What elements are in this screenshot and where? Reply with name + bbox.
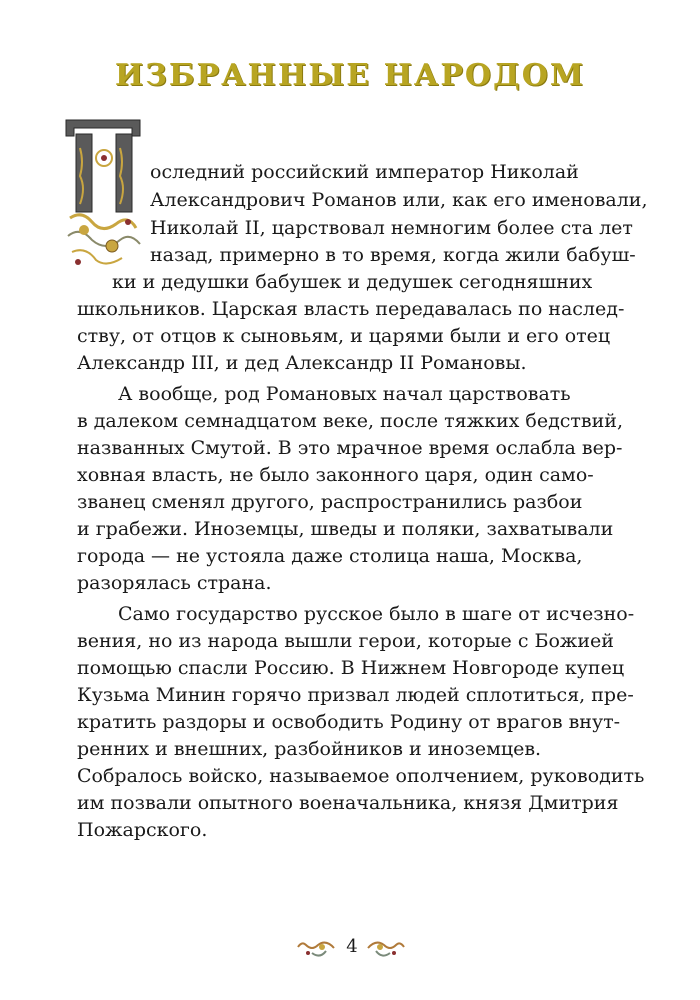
text-line: А вообще, род Романовых начал царствовать xyxy=(118,383,571,405)
text-line: Само государство русское было в шаге от исчезно- xyxy=(118,603,635,625)
text-line: названных Смутой. В это мрачное время ослабла вер- xyxy=(77,437,623,459)
text-line: помощью спасли Россию. В Нижнем Новгороде купец xyxy=(77,657,625,679)
text-line: вения, но из народа вышли герои, которые с Божией xyxy=(77,630,614,652)
left-ornament-icon xyxy=(296,933,336,963)
text-line: Пожарского. xyxy=(77,819,208,841)
text-line: разорялась страна. xyxy=(77,572,272,594)
decorated-initial-letter xyxy=(62,118,144,270)
text-line: в далеком семнадцатом веке, после тяжких бедствий, xyxy=(77,410,623,432)
drop-cap-letter: П xyxy=(62,118,144,220)
text-line: Кузьма Минин горячо призвал людей сплотиться, пре- xyxy=(77,684,634,706)
text-line: Собралось войско, называемое ополчением, руководить xyxy=(77,765,645,787)
text-line: ренних и внешних, разбойников и иноземцев. xyxy=(77,738,542,760)
text-line: ки и дедушки бабушек и дедушек сегодняшних xyxy=(112,271,593,293)
text-line: Александрович Романов или, как его именовали, xyxy=(150,189,648,211)
chapter-title: ИЗБРАННЫЕ НАРОДОМ xyxy=(114,58,586,93)
page-footer xyxy=(0,931,700,967)
page-number: 4 xyxy=(346,936,358,957)
text-line: им позвали опытного военачальника, князя Дмитрия xyxy=(77,792,619,814)
text-line: Александр III, и дед Александр II Романовы. xyxy=(77,352,527,374)
text-line: ству, от отцов к сыновьям, и царями были и его отец xyxy=(77,325,611,347)
text-line: ховная власть, не было законного царя, один само- xyxy=(77,464,594,486)
text-line: города — не устояла даже столица наша, Москва, xyxy=(77,545,583,567)
text-line: кратить раздоры и освободить Родину от врагов внут- xyxy=(77,711,621,733)
text-line: Николай II, царствовал немногим более ста лет xyxy=(150,217,633,239)
text-line: назад, примерно в то время, когда жили бабуш- xyxy=(150,244,636,266)
text-line: званец сменял другого, распространились разбои xyxy=(77,491,583,513)
text-line: оследний российский император Николай xyxy=(150,161,579,183)
text-line: и грабежи. Иноземцы, шведы и поляки, захватывали xyxy=(77,518,614,540)
right-ornament-icon xyxy=(366,933,406,963)
text-line: школьников. Царская власть передавалась по наслед- xyxy=(77,298,625,320)
